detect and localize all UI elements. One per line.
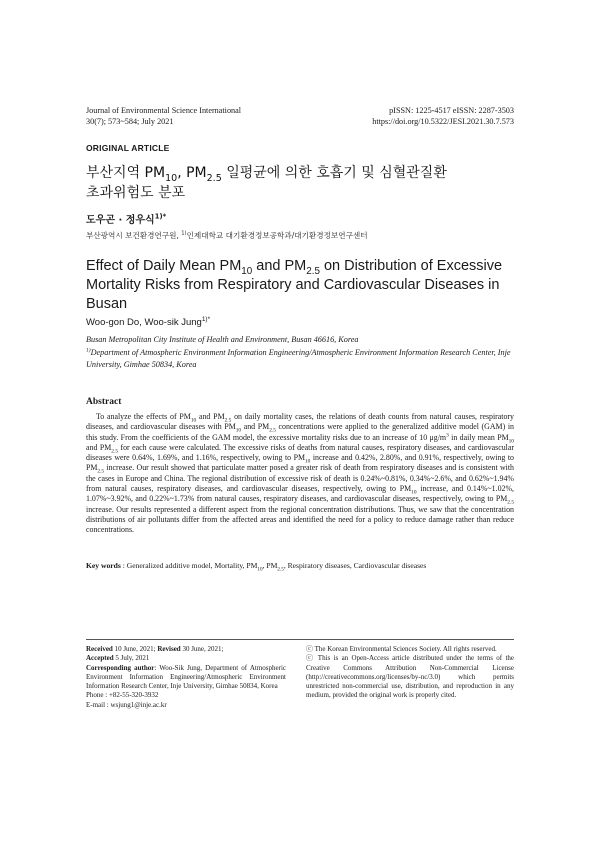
journal-info: [86, 105, 241, 127]
copyright: ⓒ The Korean Environmental Sciences Society. All rights reserved.: [306, 645, 497, 653]
english-authors: Woo-gon Do, Woo-sik Jung$^{1)*}$: [86, 315, 211, 328]
keywords-label: Key words: [86, 561, 121, 570]
korean-title: [86, 163, 516, 203]
korean-authors: 도우곤 · 정우식$^{1)*}$: [86, 212, 167, 226]
english-title: Effect of Daily Mean $PM_{10}$ and $PM_{2.5}$ on Distribution of Excessive Mortality Risks from Respiratory and Cardiovascular Diseases in Busan: [86, 258, 503, 312]
affiliation-1: Busan Metropolitan City Institute of Health and Environment, Busan 46616, Korea: [86, 335, 359, 344]
accepted: Accepted 5 July, 2021: [86, 654, 150, 663]
korean-title-line1: 부산지역 $PM_{10}$, $PM_{2.5}$ 일평균에 의한 호흡기 및 심혈관질환: [86, 165, 447, 184]
license-text: ⓒ This is an Open-Access article distributed under the terms of the Creative Commons Attribution Non-Commercial License (http://creativecommons.org/licenses/by-nc/3.0) which permits unrestricted non-commercial use, distribution, and reproduction in any medium, provided the original work is properly cited.: [306, 654, 514, 700]
abstract-heading: Abstract: [86, 397, 122, 407]
issn: pISSN: 1225-4517 eISSN: 2287-3503: [389, 106, 514, 115]
english-affiliations: [86, 334, 518, 372]
doi-link[interactable]: https://doi.org/10.5322/JESI.2021.30.7.573: [372, 117, 514, 126]
footer-divider: [86, 639, 514, 640]
journal-identifiers: [372, 105, 514, 127]
article-type: ORIGINAL ARTICLE: [86, 143, 170, 153]
journal-volume: 30(7); 573~584; July 2021: [86, 117, 174, 126]
korean-title-line2: 초과위험도 분포: [86, 185, 186, 201]
license-info: [306, 645, 514, 701]
article-history: [86, 645, 286, 710]
affiliation-2: $^{1)}$Department of Atmospheric Environment Information Engineering/Atmospheric Environment Information Research Center, Inje University, Gimhae 50834, Korea: [86, 346, 511, 369]
received-revised: Received 10 June, 2021; Revised 30 June, 2021;: [86, 645, 224, 653]
email-link[interactable]: E-mail : wsjung1@inje.ac.kr: [86, 700, 167, 709]
keywords: Key words : Generalized additive model, Mortality, $PM_{10}$, $PM_{2.5}$, Respiratory diseases, Cardiovascular diseases: [86, 561, 427, 573]
abstract-body: To analyze the effects of $PM_{10}$ and $PM_{2.5}$ on daily mortality cases, the relations of death counts from natural causes, respiratory diseases, and cardiovascular diseases with $PM_{10}$ and $PM_{2.5}$ concentrations were applied to the generalized additive model (GAM) in this study. From the coefficients of the GAM model, the excessive mortality risks due to an increase of 10 $\mu g/m^3$ in daily mean $PM_{10}$ and $PM_{2.5}$ for each cause were calculated. The excessive risks of deaths from natural causes, respiratory diseases, and cardiovascular diseases were 0.64%, 1.69%, and 1.16%, respectively, owing to $PM_{10}$ increase and 0.42%, 2.80%, and 0.91%, respectively, owing to $PM_{2.5}$ increase. Our result showed that particulate matter posed a greater risk of death from respiratory diseases and is consistent with the cases in Europe and China. The regional distribution of excessive risk of death is 0.24%~0.81%, 0.34%~2.6%, and 0.62%~1.94% from natural causes, respiratory diseases, and cardiovascular diseases, respectively, owing to $PM_{10}$ increase, and 0.14%~1.02%, 1.07%~3.92%, and 0.22%~1.73% from natural causes, respiratory diseases, and cardiovascular diseases, respectively, owing to $PM_{2.5}$ increase. Our results represented a different aspect from the regional concentration distributions. Thus, we saw that the concentration distributions of air pollutants differ from the affected areas and identified the need for a policy to reduce damage rather than reduce concentrations.: [86, 412, 515, 535]
phone: Phone : +82-55-320-3932: [86, 691, 159, 700]
korean-affiliation: 부산광역시 보건환경연구원, $^{1)}$인제대학교 대기환경정보공학과/대기환경정보연구센터: [86, 230, 368, 240]
corresponding-author: Corresponding author: Woo-Sik Jung, Department of Atmospheric Environment Information Engineering/Atmospheric Environment Information Research Center, Inje University, Gimhae 50834, Korea: [86, 663, 287, 691]
journal-name: Journal of Environmental Science International: [86, 106, 242, 115]
